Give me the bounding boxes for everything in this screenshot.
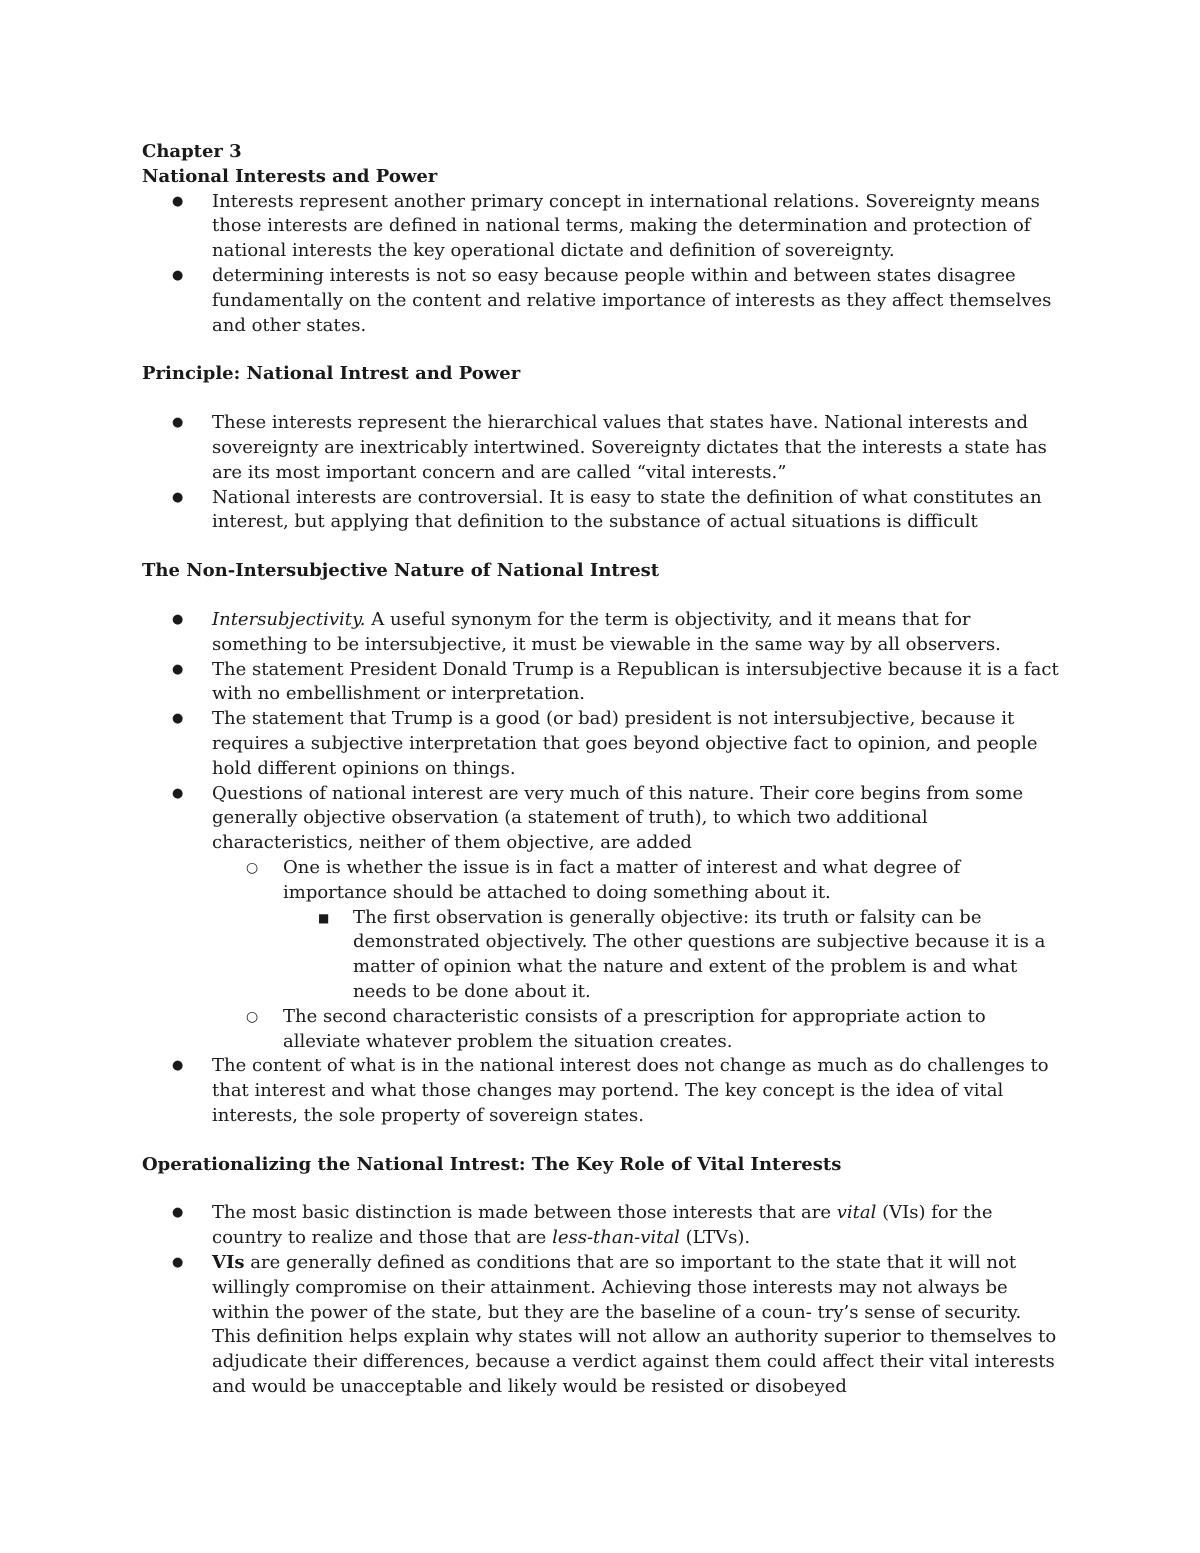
section-heading-non-intersubjective: The Non-Intersubjective Nature of National Intrest xyxy=(142,560,660,582)
list-item-text: are generally defined as conditions that are so important to the state that it will not willingly compromise on their attainment. Achieving those interests may not always be within the power of the state, but they are the baseline of a coun- try’s sense of security. This definition helps explain why states will not allow an authority superior to themselves to adjudicate their differences, because a verdict against them could affect their vital interests and would be unacceptable and likely would be resisted or disobeyed xyxy=(212,1252,1057,1398)
sub-bullet-list xyxy=(142,856,1062,1054)
term-less-than-vital: less-than-vital xyxy=(552,1227,680,1249)
list-item xyxy=(142,1201,1062,1251)
vital-interests-bullet-list xyxy=(142,1201,1062,1399)
list-item: ● The statement President Donald Trump is a Republican is intersubjective because it is a fact with no embellishment or interpretation. xyxy=(142,658,1062,708)
list-item: ● These interests represent the hierarchical values that states have. National interests and sovereignty are inextricably intertwined. Sovereignty dictates that the interests a state has are its most important concern and are called “vital interests.” xyxy=(142,411,1062,485)
sub-list-item: ○ The second characteristic consists of a prescription for appropriate action to alleviate whatever problem the situation creates. xyxy=(142,1005,1062,1055)
list-item xyxy=(142,782,1062,1055)
intro-bullet-list xyxy=(142,190,1062,339)
document-title: National Interests and Power xyxy=(142,165,438,187)
list-item: ● Interests represent another primary concept in international relations. Sovereignty means those interests are defined in national terms, making the determination and protection of national interests the key operational dictate and definition of sovereignty. xyxy=(142,190,1062,264)
section-heading-vital-interests: Operationalizing the National Intrest: The Key Role of Vital Interests xyxy=(142,1153,842,1175)
list-item: ● determining interests is not so easy because people within and between states disagree fundamentally on the content and relative importance of interests as they affect themselves and other states. xyxy=(142,264,1062,338)
list-item-text: The most basic distinction is made between those interests that are xyxy=(212,1202,837,1224)
sub-list-item-text: One is whether the issue is in fact a matter of interest and what degree of importance should be attached to doing something about it. xyxy=(283,856,961,903)
list-item: ● The content of what is in the national interest does not change as much as do challenges to that interest and what those changes may portend. The key concept is the idea of vital interests, the sole property of sovereign states. xyxy=(142,1054,1062,1128)
list-item-text: (VIs) for the country to realize and those that are xyxy=(212,1202,993,1249)
list-item-text: Questions of national interest are very much of this nature. Their core begins from some generally objective observation (a statement of truth), to which two additional characteristics, neither of them objective, are added xyxy=(212,782,1024,854)
sub-sub-list-wrapper xyxy=(142,906,1062,1005)
list-item: ● National interests are controversial. It is easy to state the definition of what constitutes an interest, but applying that definition to the substance of actual situations is difficult xyxy=(142,486,1062,536)
list-item xyxy=(142,608,1062,658)
term-vital: vital xyxy=(836,1202,877,1224)
document-page xyxy=(142,140,1062,1400)
list-item-text: A useful synonym for the term is objectivity, and it means that for something to be intersubjective, it must be viewable in the same way by all observers. xyxy=(212,608,1001,655)
non-intersubjective-bullet-list xyxy=(142,608,1062,1129)
list-item-text: (LTVs). xyxy=(679,1227,751,1249)
chapter-label: Chapter 3 xyxy=(142,141,242,162)
term-intersubjectivity: Intersubjectivity. xyxy=(212,608,366,630)
sub-list-wrapper xyxy=(142,856,1062,1054)
sub-sub-list-item: ■ The first observation is generally objective: its truth or falsity can be demonstrated objectively. The other questions are subjective because it is a matter of opinion what the nature and extent of the problem is and what needs to be done about it. xyxy=(142,906,1062,1005)
sub-list-item xyxy=(142,856,1062,1005)
sub-sub-bullet-list xyxy=(142,906,1062,1005)
list-item xyxy=(142,1251,1062,1400)
list-item: ● The statement that Trump is a good (or bad) president is not intersubjective, because it requires a subjective interpretation that goes beyond objective fact to opinion, and people hold different opinions on things. xyxy=(142,707,1062,781)
section-heading-principle: Principle: National Intrest and Power xyxy=(142,363,521,385)
term-vis: VIs xyxy=(212,1252,245,1274)
principle-bullet-list xyxy=(142,411,1062,535)
